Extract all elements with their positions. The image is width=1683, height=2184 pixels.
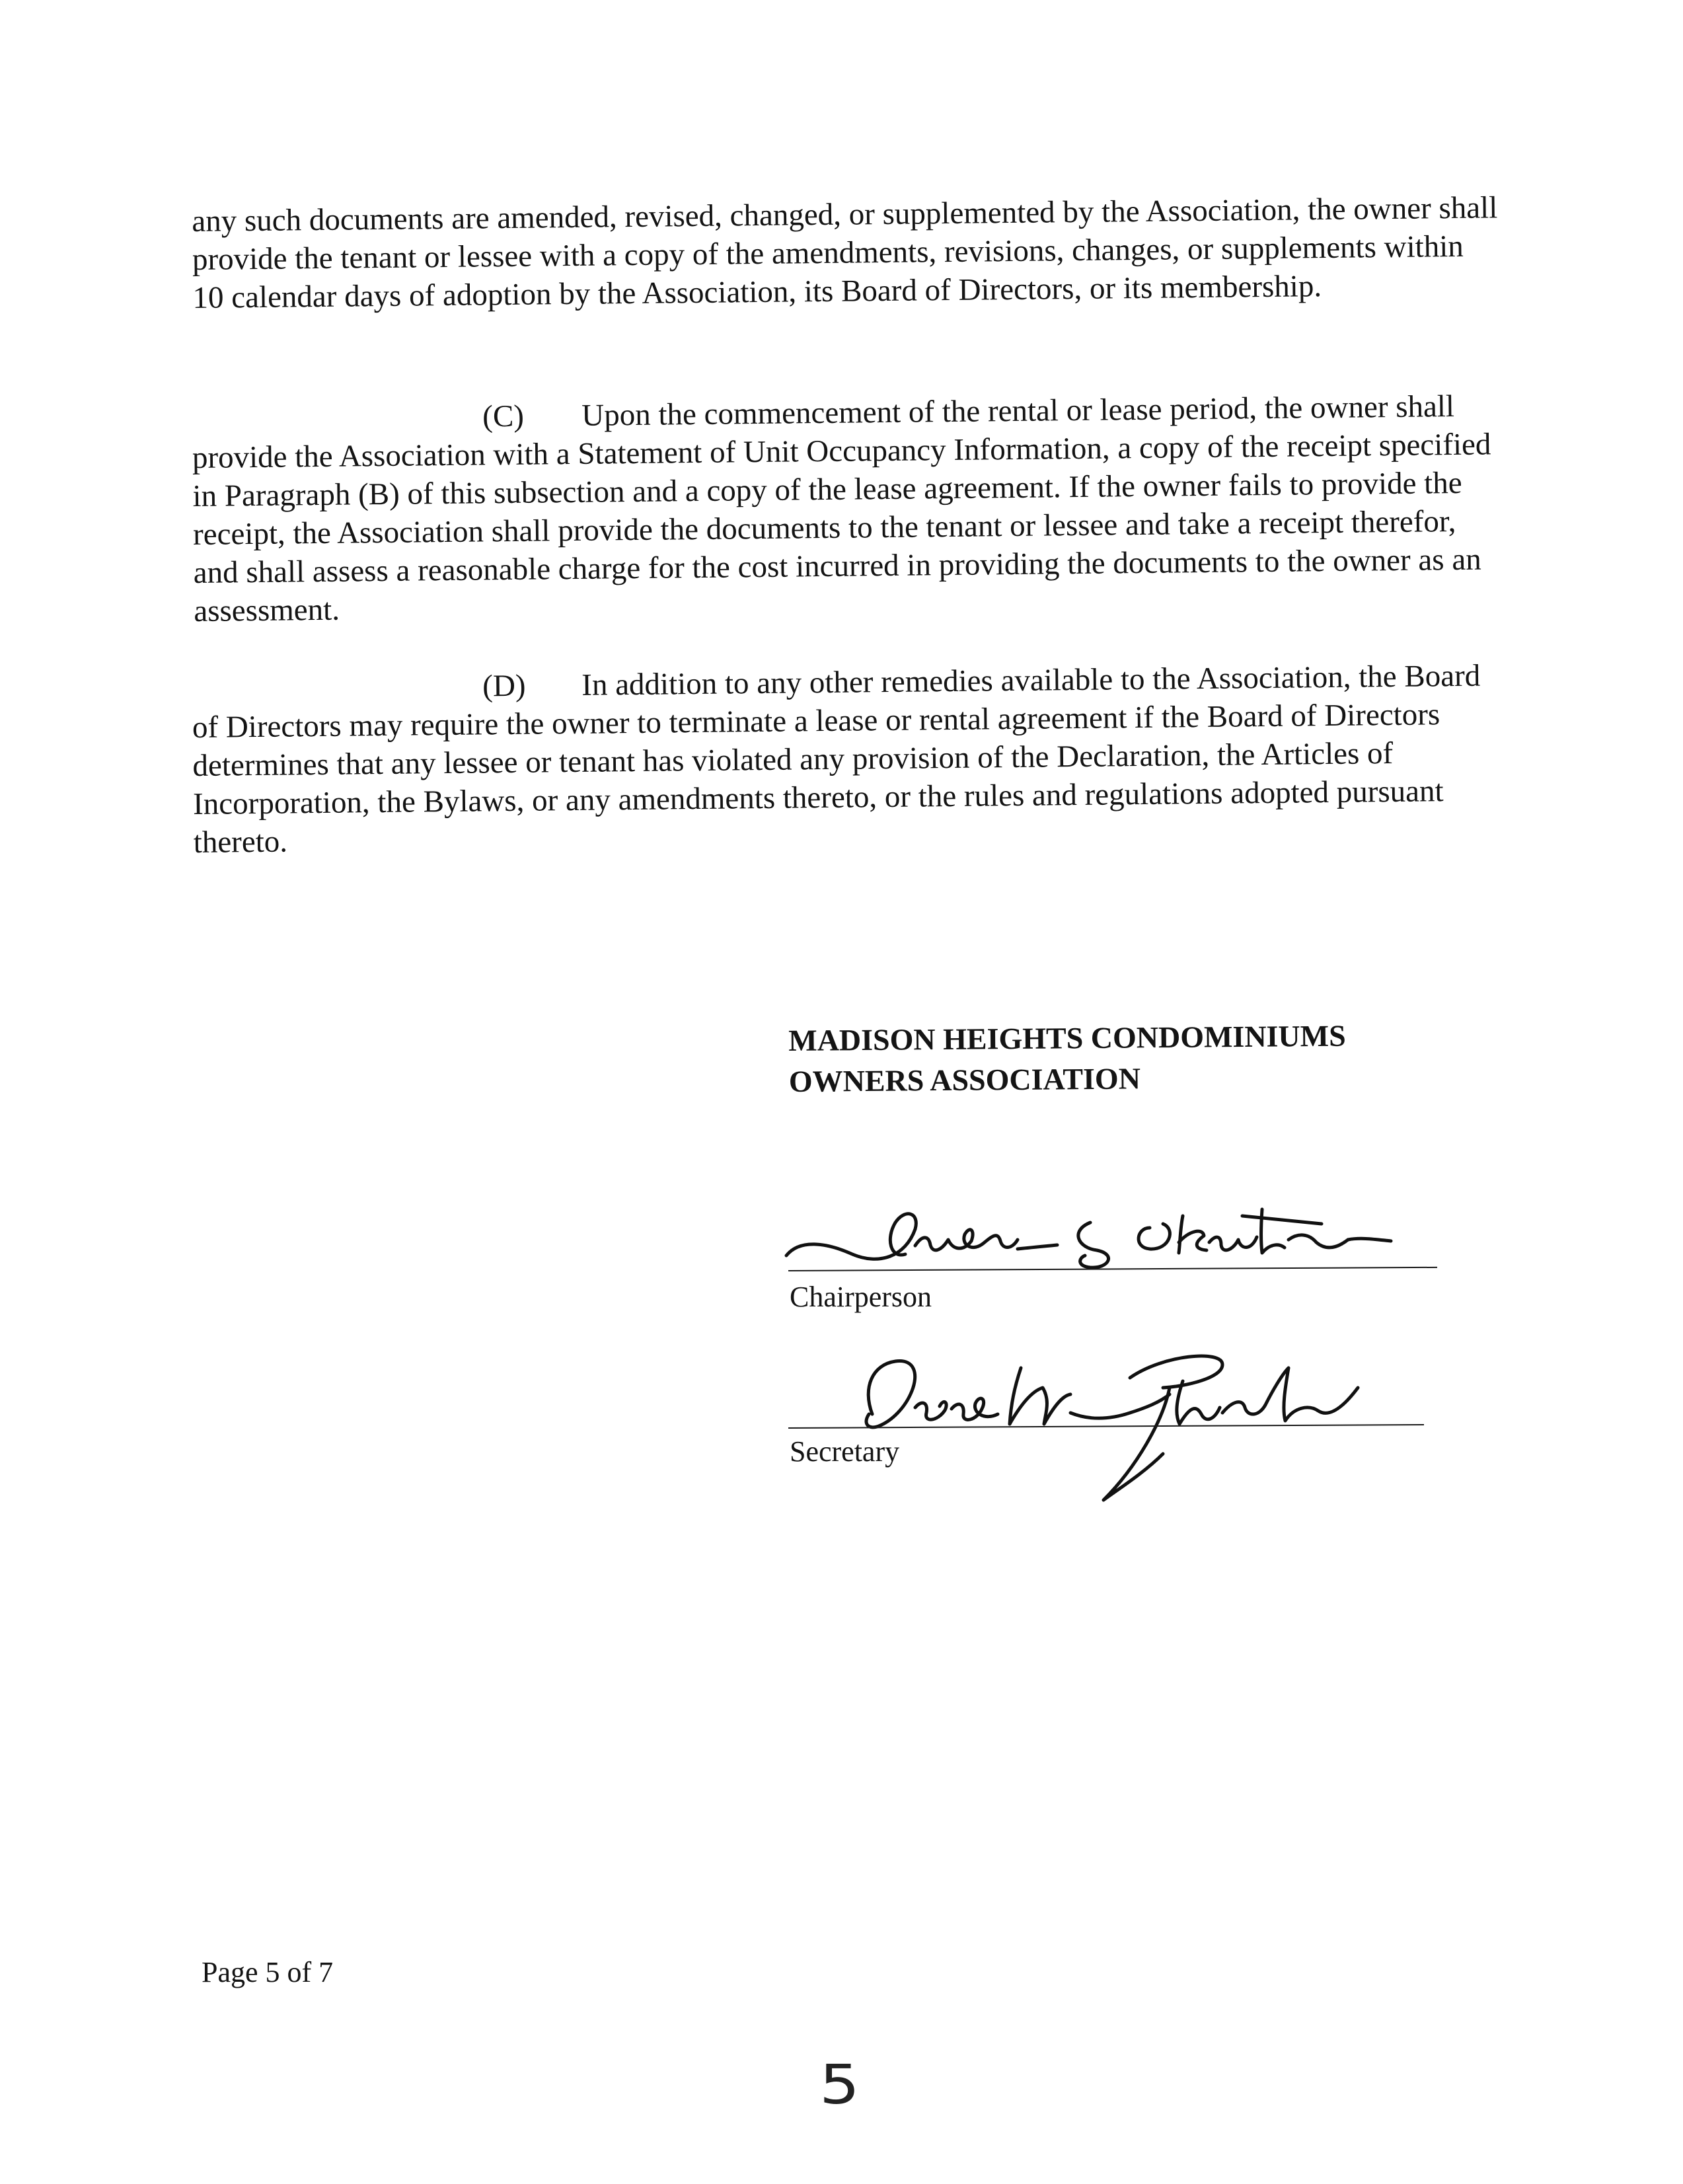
paragraph-c-label: (C) <box>482 398 525 434</box>
secretary-signature <box>852 1341 1368 1520</box>
chairperson-title: Chairperson <box>790 1281 932 1313</box>
paragraph-d-label: (D) <box>482 668 526 704</box>
handwritten-page-number: 5 <box>819 2053 860 2117</box>
chairperson-signature <box>780 1176 1414 1282</box>
paragraph-c-text: Upon the commencement of the rental or lease period, the owner shall provide the Association with a Statement of Unit Occupancy Information, a copy of the receipt specified in Paragraph (B) of this subsection and a copy of the lease agreement. If the owner fails to provide the receipt, the Association shall provide the documents to the tenant or lessee and take a receipt therefor, and shall assess a reasonable charge for the cost incurred in providing the documents to the owner as an assessment. <box>192 389 1491 628</box>
organization-name <box>788 1016 1346 1102</box>
secretary-title: Secretary <box>790 1435 900 1468</box>
page-indicator: Page 5 of 7 <box>202 1956 334 1988</box>
paragraph-continuation: any such documents are amended, revised, changed, or supplemented by the Association, the owner shall provide the tenant or lessee with a copy of the amendments, revisions, changes, or supplements within 10 calendar days of adoption by the Association, its Board of Directors, or its membership. <box>192 190 1498 315</box>
organization-name-line2: OWNERS ASSOCIATION <box>788 1061 1141 1098</box>
paragraph-c <box>192 387 1503 630</box>
paragraph-d-text: In addition to any other remedies available to the Association, the Board of Directors may require the owner to terminate a lease or rental agreement if the Board of Directors determines that any lessee or tenant has violated any provision of the Declaration, the Articles of Incorporation, the Bylaws, or any amendments thereto, or the rules and regulations adopted pursuant thereto. <box>192 658 1481 860</box>
organization-name-line1: MADISON HEIGHTS CONDOMINIUMS <box>788 1018 1346 1057</box>
paragraph-d <box>192 656 1502 862</box>
